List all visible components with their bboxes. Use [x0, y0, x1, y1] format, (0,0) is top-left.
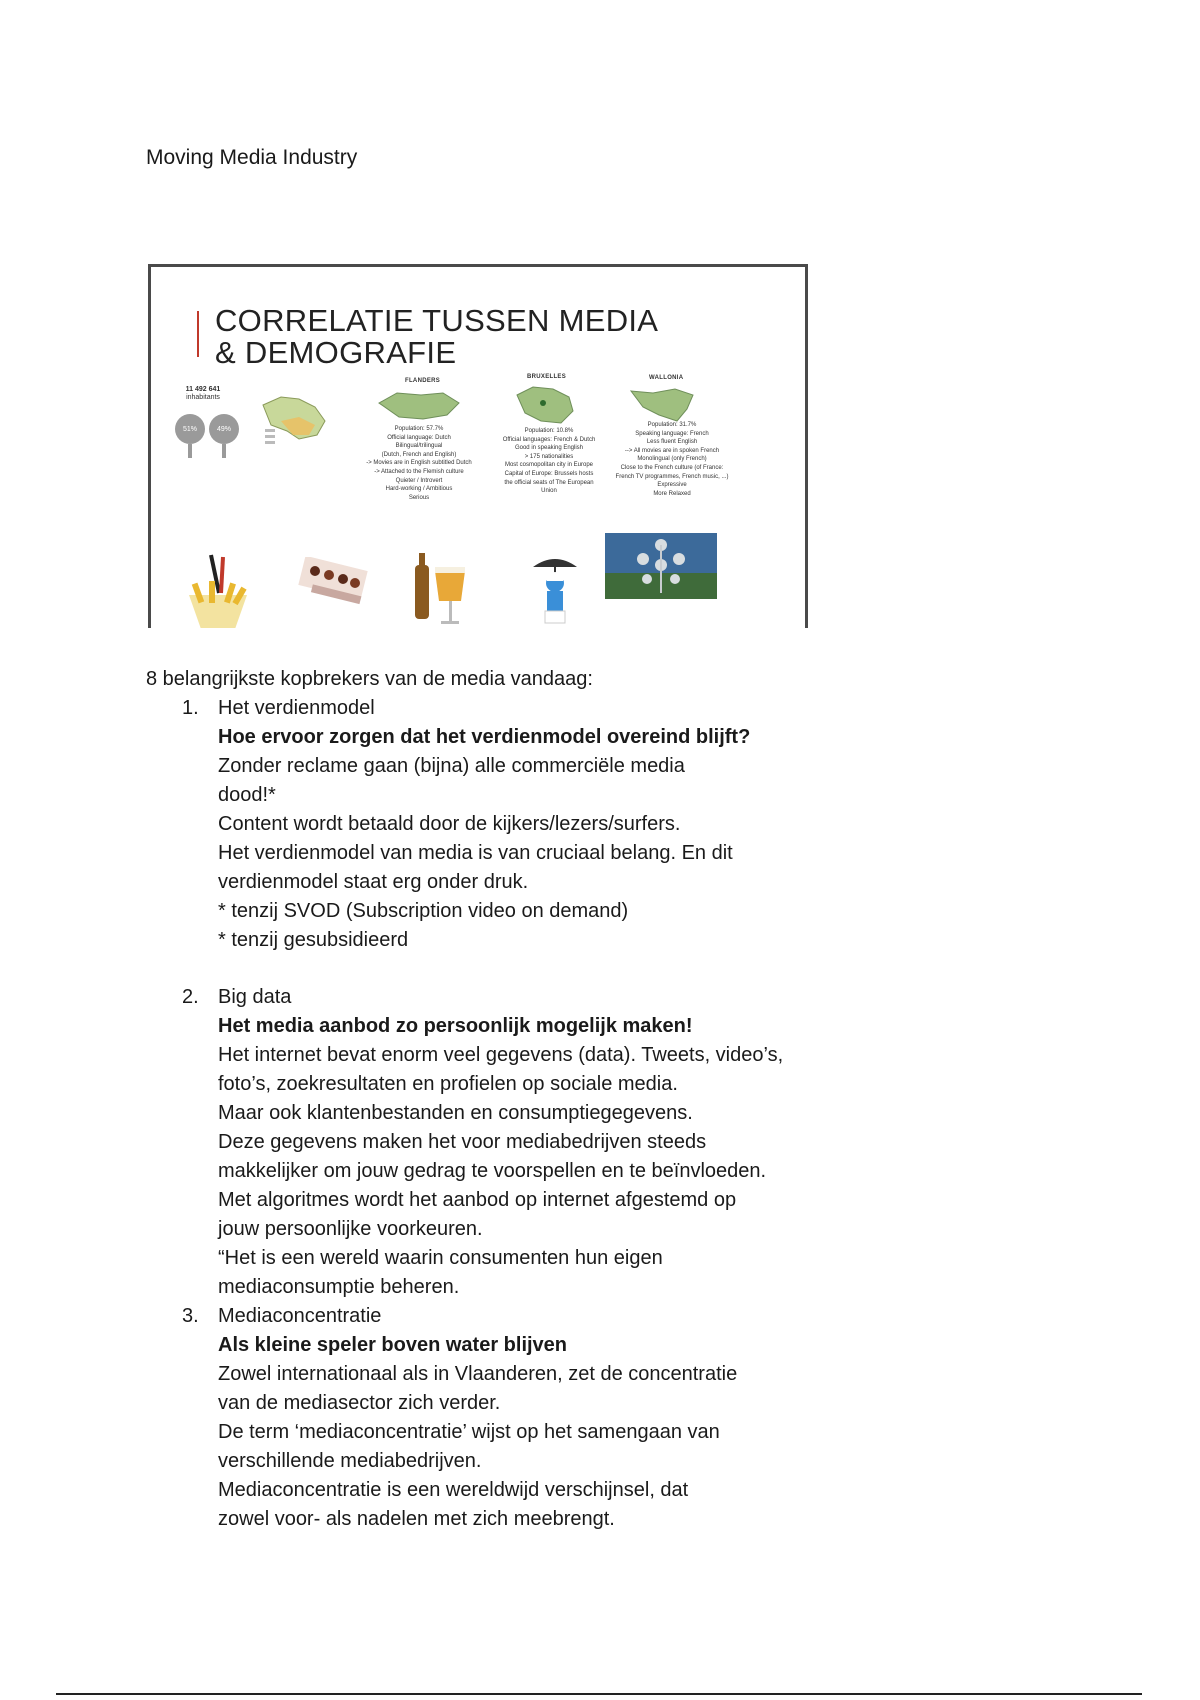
fries-icon: [181, 549, 257, 628]
item-subtitle: Als kleine speler boven water blijven: [218, 1334, 568, 1356]
region-text-wallonia: [597, 421, 747, 498]
region-line: the official seats of The European: [504, 479, 594, 486]
region-line: Less fluent English: [646, 439, 698, 446]
region-line: French TV programmes, French music, ...): [615, 473, 729, 480]
region-text-bruxelles: [485, 427, 613, 496]
female-icon: [209, 414, 239, 444]
region-line: Population: 57.7%: [394, 426, 444, 432]
item-line: jouw persoonlijke voorkeuren.: [218, 1218, 483, 1240]
population-stat: [177, 386, 229, 402]
item-line: verschillende mediabedrijven.: [218, 1450, 482, 1472]
female-pct: 49%: [216, 425, 231, 433]
male-icon: [175, 414, 205, 444]
chocolate-box-icon: [297, 557, 373, 607]
region-line: Quieter / Introvert: [395, 477, 443, 484]
region-line: More Relaxed: [653, 490, 691, 497]
item-title: Mediaconcentratie: [218, 1305, 382, 1327]
item-line: makkelijker om jouw gedrag te voorspellen en te beïnvloeden.: [218, 1160, 767, 1182]
slide-title: [215, 305, 658, 369]
list-item: [146, 983, 906, 1302]
region-line: Population: 10.8%: [524, 428, 574, 434]
item-subtitle: Hoe ervoor zorgen dat het verdienmodel overeind blijft?: [218, 726, 751, 748]
item-line: * tenzij gesubsidieerd: [218, 929, 409, 951]
item-line: dood!*: [218, 784, 276, 806]
item-line: * tenzij SVOD (Subscription video on demand): [218, 900, 629, 922]
slide-accent-bar: [197, 311, 199, 357]
item-line: verdienmodel staat erg onder druk.: [218, 871, 529, 893]
belgium-map-icon: [259, 391, 331, 451]
item-line: Het verdienmodel van media is van cruciaal belang. En dit: [218, 842, 733, 864]
region-line: --> All movies are in spoken French: [624, 447, 720, 454]
region-line: Serious: [408, 494, 430, 501]
region-line: Official languages: French & Dutch: [502, 436, 596, 443]
population-value: 11 492 641: [185, 386, 221, 393]
item-line: “Het is een wereld waarin consumenten hun eigen: [218, 1247, 663, 1269]
atomium-icon: [605, 533, 717, 599]
region-line: Hard-working / Ambitious: [385, 486, 453, 493]
slide-title-line-1: CORRELATIE TUSSEN MEDIA: [215, 303, 659, 338]
region-line: Bilingual/trilingual: [395, 443, 443, 450]
page-bottom-rule: [56, 1693, 1142, 1695]
region-line: Population: 31.7%: [647, 422, 697, 428]
item-line: Maar ook klantenbestanden en consumptiegegevens.: [218, 1102, 693, 1124]
region-line: -> Attached to the Flemish culture: [374, 468, 464, 475]
item-title: Het verdienmodel: [218, 697, 375, 719]
region-line: Union: [541, 488, 557, 495]
intro-text: 8 belangrijkste kopbrekers van de media vandaag:: [146, 668, 593, 690]
male-pct: 51%: [182, 425, 197, 433]
kopbrekers-list: [146, 694, 906, 1534]
item-title: Big data: [218, 986, 292, 1008]
item-line: Met algoritmes wordt het aanbod op internet afgestemd op: [218, 1189, 737, 1211]
list-item: [146, 1302, 906, 1534]
flanders-map-icon: [377, 389, 461, 423]
item-subtitle: Het media aanbod zo persoonlijk mogelijk maken!: [218, 1015, 693, 1037]
item-number: 3.: [182, 1305, 199, 1327]
region-line: Expressive: [657, 482, 687, 489]
item-line: van de mediasector zich verder.: [218, 1392, 501, 1414]
item-line: Zonder reclame gaan (bijna) alle commerciële media: [218, 755, 685, 777]
item-line: Deze gegevens maken het voor mediabedrijven steeds: [218, 1131, 707, 1153]
region-line: Capital of Europe: Brussels hosts: [504, 470, 594, 477]
region-line: Close to the French culture (of France:: [620, 464, 724, 471]
slide-title-line-2: & DEMOGRAFIE: [215, 335, 457, 370]
wallonia-map-icon: [629, 385, 699, 425]
item-line: Het internet bevat enorm veel gegevens (data). Tweets, video’s,: [218, 1044, 784, 1066]
item-number: 2.: [182, 986, 199, 1008]
document-title: Moving Media Industry: [146, 146, 358, 169]
slide-image: [148, 264, 808, 628]
region-line: -> Movies are in English subtitled Dutch: [366, 460, 472, 467]
region-line: > 175 nationalities: [524, 453, 574, 460]
region-heading-bruxelles: BRUXELLES: [527, 374, 567, 380]
region-line: Most cosmopolitan city in Europe: [504, 462, 594, 469]
item-line: Zowel internationaal als in Vlaanderen, zet de concentratie: [218, 1363, 738, 1385]
item-line: mediaconsumptie beheren.: [218, 1276, 460, 1298]
region-text-flanders: [349, 425, 489, 502]
item-line: foto’s, zoekresultaten en profielen op sociale media.: [218, 1073, 678, 1095]
region-line: (Dutch, French and English): [381, 451, 457, 458]
region-line: Monolingual (only French): [637, 456, 707, 463]
item-line: Content wordt betaald door de kijkers/lezers/surfers.: [218, 813, 681, 835]
population-label: inhabitants: [186, 394, 220, 401]
region-line: Speaking language: French: [635, 430, 709, 437]
beer-icon: [409, 547, 473, 628]
item-number: 1.: [182, 697, 199, 719]
region-heading-flanders: FLANDERS: [405, 378, 441, 384]
smurf-icon: [527, 553, 583, 628]
region-line: Official language: Dutch: [387, 434, 451, 441]
list-item: [146, 694, 906, 983]
bruxelles-map-icon: [513, 383, 577, 427]
item-line: De term ‘mediaconcentratie’ wijst op het samengaan van: [218, 1421, 720, 1443]
region-heading-wallonia: WALLONIA: [649, 375, 684, 381]
item-line: zowel voor- als nadelen met zich meebrengt.: [218, 1508, 615, 1530]
item-line: Mediaconcentratie is een wereldwijd verschijnsel, dat: [218, 1479, 689, 1501]
region-line: Good in speaking English: [514, 445, 584, 452]
